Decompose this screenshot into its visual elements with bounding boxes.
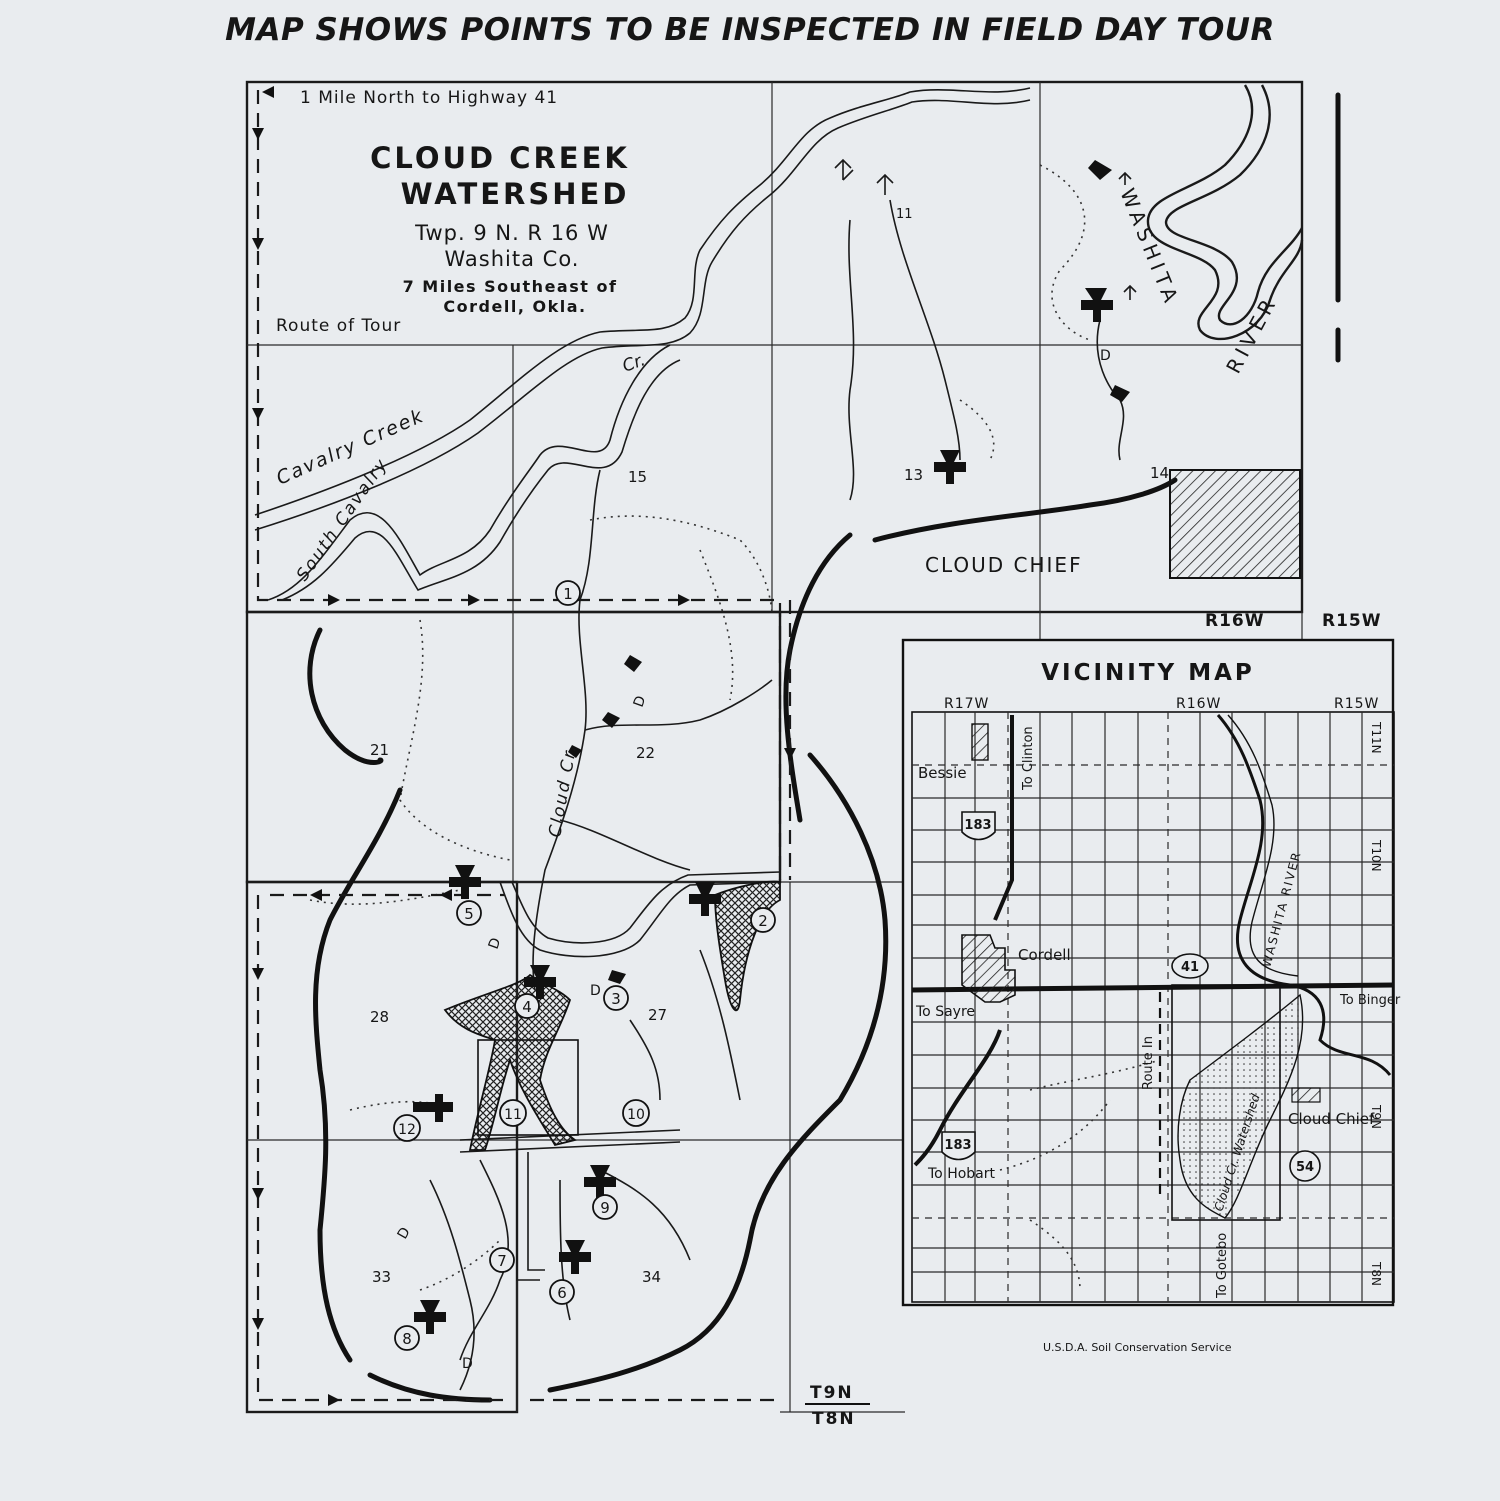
river-label: RIVER [1221,291,1283,378]
svg-text:183: 183 [964,818,992,833]
route-of-tour-label: Route of Tour [276,316,402,336]
svg-text:11: 11 [504,1107,522,1123]
washita-label: WASHITA [1115,184,1185,311]
town-cordell: Cordell [1018,946,1071,964]
reservoirs [445,882,780,1150]
pond-icon [624,655,642,672]
direction-to-sayre: To Sayre [916,1004,976,1020]
svg-text:D: D [590,983,601,999]
dam-icon [1081,288,1113,322]
vicinity-river-label: WASHITA RIVER [1259,849,1304,969]
cloud-cr-label: Cloud Cr. [545,742,582,839]
svg-text:1: 1 [563,585,573,603]
stop-marker-7 [490,1248,514,1272]
direction-to-binger: To Binger [1340,993,1401,1008]
svg-text:3: 3 [611,990,621,1008]
section-22: 22 [636,744,656,762]
town-cloud-chief: Cloud Chief [1288,1110,1375,1128]
highway-shield-183-north [962,812,995,840]
township-t8n: T8N [812,1409,856,1429]
vicinity-township-t10n: T10N [1369,840,1383,872]
credit-line: U.S.D.A. Soil Conservation Service [1043,1341,1232,1354]
pond-icon [1088,160,1112,180]
stop-marker-5 [457,901,481,925]
direction-to-gotebo: To Gotebo [1215,1232,1230,1298]
vicinity-range-r15w: R15W [1334,696,1380,712]
pond-icon [1110,385,1130,402]
svg-text:D: D [630,693,650,710]
svg-text:41: 41 [1180,960,1200,975]
section-11: 11 [896,207,913,222]
cloud-chief-label: CLOUD CHIEF [925,553,1083,577]
svg-text:D: D [394,1224,414,1242]
stop-marker-10 [623,1100,649,1126]
svg-text:9: 9 [600,1199,610,1217]
page-title: MAP SHOWS POINTS TO BE INSPECTED IN FIELD DAY TOUR [225,12,1275,48]
dam-icon [413,1094,453,1122]
drainage-arrows [835,160,1136,300]
lake-stop-2 [715,882,780,1011]
pond-icon [608,970,626,984]
direction-to-clinton: To Clinton [1021,726,1036,790]
vicinity-township-t9n: T9N [1369,1105,1383,1129]
vicinity-township-t8n: T8N [1369,1262,1383,1286]
svg-text:2: 2 [758,912,768,930]
dam-icon [559,1240,591,1274]
svg-text:D: D [1100,348,1111,364]
stop-marker-4 [515,994,539,1018]
section-21: 21 [370,741,390,759]
svg-text:6: 6 [557,1284,567,1302]
range-r16w: R16W [1205,611,1265,631]
svg-text:D: D [485,935,505,952]
section-27: 27 [648,1006,668,1024]
dam-icon [414,1300,446,1334]
stop-marker-8 [395,1326,419,1350]
cloud-chief-town [1170,470,1300,578]
vicinity-map [903,640,1401,1305]
section-28: 28 [370,1008,390,1026]
stop-marker-11 [500,1100,526,1126]
watershed-name-line2: WATERSHED [400,177,630,211]
dam-icon [934,450,966,484]
svg-text:7: 7 [497,1252,507,1270]
township-t9n: T9N [810,1383,854,1403]
watershed-name-line1: CLOUD CREEK [370,141,630,175]
township-label: Twp. 9 N. R 16 W [415,221,609,245]
section-34: 34 [642,1268,662,1286]
section-14: 14 [1150,464,1170,482]
stop-marker-6 [550,1280,574,1304]
stop-marker-2 [751,908,775,932]
range-r15w: R15W [1322,611,1382,631]
dam-icon [449,865,481,899]
route-in-label: Route In [1141,1036,1156,1090]
vicinity-township-t11n: T11N [1369,722,1383,754]
section-13: 13 [904,466,924,484]
svg-text:D: D [462,1356,473,1372]
stop-marker-3 [604,986,628,1010]
svg-text:183: 183 [944,1138,972,1153]
bessie-town [972,724,988,760]
highway-shield-41 [1172,954,1208,978]
section-33: 33 [372,1268,392,1286]
svg-text:54: 54 [1295,1160,1315,1175]
vicinity-range-r16w: R16W [1176,696,1222,712]
stop-marker-12 [394,1115,420,1141]
distance-line1: 7 Miles Southeast of [402,277,618,296]
vicinity-watershed-label: Cloud Cr. Watershed [1211,1092,1263,1213]
vicinity-range-r17w: R17W [944,696,990,712]
highway-shield-183-south [942,1132,975,1160]
town-bessie: Bessie [918,764,967,782]
highway-shield-54 [1290,1151,1320,1181]
cavalry-creek-label: Cavalry Creek [273,404,428,490]
section-15: 15 [628,468,648,486]
tour-stops [394,581,775,1350]
distance-line2: Cordell, Okla. [443,297,587,316]
dam-icon [584,1165,616,1199]
stop-marker-1 [556,581,580,605]
svg-text:12: 12 [398,1122,416,1138]
south-cavalry-label: South Cavalry [292,454,393,585]
svg-text:10: 10 [627,1107,645,1123]
svg-text:8: 8 [402,1330,412,1348]
direction-to-hobart: To Hobart [928,1166,995,1182]
stop-marker-9 [593,1195,617,1219]
county-label: Washita Co. [444,247,580,271]
svg-text:4: 4 [522,998,532,1016]
svg-text:5: 5 [464,905,474,923]
highway-note: 1 Mile North to Highway 41 [300,88,559,108]
cr-label: Cr. [619,350,649,377]
vicinity-title: VICINITY MAP [1041,660,1255,686]
